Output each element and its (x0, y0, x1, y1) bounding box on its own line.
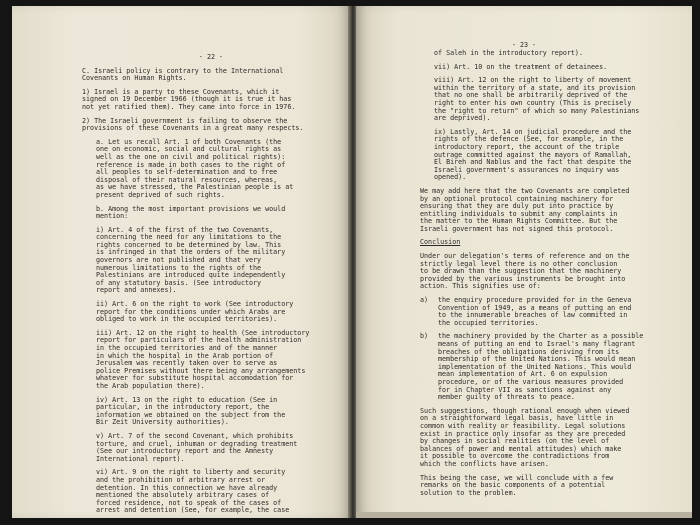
item-label: b) (420, 332, 429, 341)
item-iii: iii) Art. 12 on the right to health (See introductory report for particulars of the health administration in the occupied territories and of the manner in which the hospital in the Arab portion of Jerusalem was recently taken over to serve as police Premises without there being any arrangements whatever for substitute hospital accomodation for the Arab population there). (96, 328, 310, 390)
item-b: b. Among the most important provisions we would mention: (96, 204, 286, 221)
conclusion-paragraph: Under our delegation's terms of reference and on the strictly legal level there is no other conclusion to be drawn than the suggestion that the machinery provided by the various instruments be brought into action. This signifies use of: (420, 252, 630, 291)
conclusion-item-b (420, 333, 652, 401)
item-i: i) Art. 4 of the first of the two Covenants, concerning the need for any limitations to the rights concerned to be determined by law. This is infringed in that the orders of the military governors are not published and that very numerous limitations to the rights of the Palestinians are introduced quite independently of any statutory basis. (See introductory report and annexes). (96, 225, 286, 295)
section-c-heading: C. Israeli policy is contrary to the International Covenants on Human Rights. (82, 66, 284, 83)
final-paragraph: This being the case, we will conclude with a few remarks on the basic components of a potential solution to the problem. (420, 473, 614, 497)
item-viii: viii) Art. 12 on the right to liberty of movement within the territory of a state, and its provision that no one shall be arbitrarily deprived of the right to enter his own country (This is precisely the "right to return" of which so many Palestinians are deprived). (434, 76, 640, 123)
left-page (12, 6, 350, 518)
suggestions-paragraph: Such suggestions, though rational enough when viewed on a straightforward legal basis, have little in common with reality or feasibility. Legal solutions exist in practice only insofar as they are preceded by changes in social realities (on the level of balances of power and mental attitudes) which make it possible to overcome the contradictions from which the conflicts have arisen. (420, 406, 630, 468)
item-a: a. Let us recall Art. 1 of both Covenants (the one on economic, social and cultural rights as well as the one on civil and political rights): reference is made in both cases to the right of all peoples to self-determination and to free disposal of their natural resources, whereas, as we have stressed, the Palestinian people is at present deprived of such rights. (96, 137, 294, 199)
item-v: v) Art. 7 of the second Covenant, which prohibits torture, and cruel, inhuman or degrading treatment (See our introductory report and the Amnesty International report). (96, 431, 298, 463)
item-iv: iv) Art. 13 on the right to education (See in particular, in the introductory report, the information we obtained on the subject from the Bir Zeit University authorities). (96, 395, 286, 427)
conclusion-item-a (420, 297, 652, 327)
paragraph-1: 1) Israel is a party to these Covenants, which it signed on 19 December 1966 (though it is true it has not yet ratified them). They came into force in 1976. (82, 87, 296, 111)
continuation-line: of Saleh in the introductory report). (434, 49, 583, 57)
item-label: a) (420, 296, 429, 305)
document-spread (12, 6, 692, 518)
item-text: the machinery provided by the Charter as a possible means of putting an end to Israel's many flagrant breaches of the obligations deriving from its membership of the United Nations. This would mean implementation of the United Nations. This would mean implementation of Art. 6 on expulsion procedure, or of the various measures provided for in Chapter VII as sanctions against any member guilty of threats to peace. (438, 332, 644, 402)
page-number: - 23 - (511, 41, 537, 49)
item-vi: vi) Art. 9 on the right to liberty and security and the prohibition of arbitrary arrest or detention. In this connection we have already mentioned the absolutely arbitrary cases of forced residence, not to speak of the cases of arrest and detention (See, for example, the case (96, 468, 290, 515)
item-ix: ix) Lastly, Art. 14 on judicial procedure and the rights of the defence (See, for example, in the introductory report, the account of the triple outrage committed against the mayors of Ramallah, El Bireh and Nablus and the fact that despite the Israeli government's assurances no inquiry was opened). (434, 127, 632, 182)
protocol-paragraph: We may add here that the two Covenants are completed by an optional protocol containing machinery for ensuring that they are duly put into practice by entitling individuals to submit any complaints in the matter to the Human Rights Committee. But the Israeli government has not signed this protocol. (420, 186, 630, 233)
item-ii: ii) Art. 6 on the right to work (See introductory report for the conditions under which Arabs are obliged to work in the occupied territories). (96, 300, 294, 324)
page-number: - 22 - (198, 53, 224, 61)
paragraph-2: 2) The Israeli government is failing to observe the provisions of these Covenants in a great many respects. (82, 116, 304, 133)
item-text: the enquiry procedure provided for in the Geneva Convention of 1949, as a means of putting an end to the innumerable breaches of law committed in the occupied territories. (438, 296, 632, 327)
conclusion-heading: Conclusion (420, 238, 461, 247)
page-bottom-strip (356, 512, 692, 518)
item-vii: vii) Art. 10 on the treatment of detainees. (434, 62, 608, 71)
right-page (356, 6, 692, 518)
